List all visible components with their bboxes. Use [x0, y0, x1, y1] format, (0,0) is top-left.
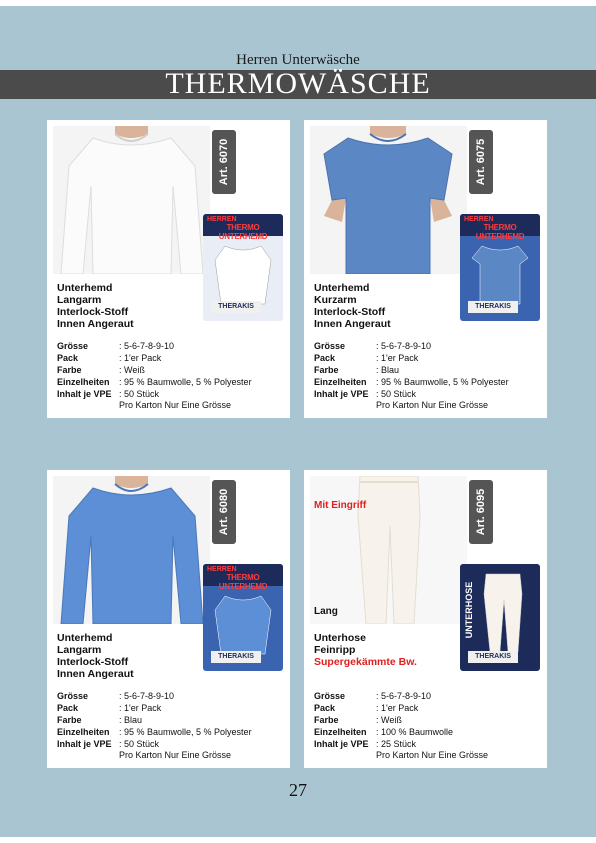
longjohns-icon [310, 476, 467, 624]
product-package: UNTERHOSE THERAKIS [460, 564, 540, 671]
article-tab: Art. 6075 [469, 130, 493, 194]
product-card-6070[interactable] [47, 120, 290, 418]
page-top-border [0, 0, 596, 6]
product-package: HERREN THERMO UNTERHEMD THERAKIS [460, 214, 540, 321]
product-package: HERREN THERMO UNTERHEMD THERAKIS [203, 214, 283, 321]
product-photo [53, 476, 210, 624]
package-name: UNTERHOSE [464, 581, 474, 639]
shirt-longsleeve-icon [53, 476, 210, 624]
product-names: Unterhemd Langarm Interlock-Stoff Innen Angeraut [57, 632, 134, 680]
product-specs: Grösse : 5-6-7-8-9-10 Pack : 1'er Pack Farbe : Blau Einzelheiten : 95 % Baumwolle, 5 % Polyester Inhalt je VPE : 50 Stück [57, 691, 252, 749]
product-names: Unterhemd Kurzarm Interlock-Stoff Innen Angeraut [314, 282, 391, 330]
product-photo [310, 126, 467, 274]
product-note: Pro Karton Nur Eine Grösse [376, 400, 489, 410]
product-names: Unterhemd Langarm Interlock-Stoff Innen Angeraut [57, 282, 134, 330]
product-note: Pro Karton Nur Eine Grösse [376, 750, 489, 760]
overlay-label-bottom: Lang [314, 606, 338, 617]
product-specs: Grösse : 5-6-7-8-9-10 Pack : 1'er Pack Farbe : Blau Einzelheiten : 95 % Baumwolle, 5 % Polyester Inhalt je VPE : 50 Stück [314, 341, 509, 399]
product-package: HERREN THERMO UNTERHEMD THERAKIS [203, 564, 283, 671]
shirt-longsleeve-icon [53, 126, 210, 274]
shirt-shortsleeve-icon [310, 126, 467, 274]
product-specs: Grösse : 5-6-7-8-9-10 Pack : 1'er Pack Farbe : Weiß Einzelheiten : 100 % Baumwolle Inhalt je VPE : 25 Stück [314, 691, 454, 749]
product-note: Pro Karton Nur Eine Grösse [119, 400, 232, 410]
page-title: THERMOWÄSCHE [165, 67, 431, 100]
page-bottom-border [0, 837, 596, 843]
page-number: 27 [289, 780, 307, 800]
article-tab: Art. 6095 [469, 480, 493, 544]
product-card-6075[interactable] [304, 120, 547, 418]
product-card-6095[interactable] [304, 470, 547, 768]
product-photo [53, 126, 210, 274]
page-subtitle: Herren Unterwäsche [236, 52, 360, 68]
article-tab: Art. 6070 [212, 130, 236, 194]
product-names: Unterhose Feinripp Supergekämmte Bw. [314, 632, 417, 668]
product-note: Pro Karton Nur Eine Grösse [119, 750, 232, 760]
product-card-6080[interactable] [47, 470, 290, 768]
product-specs: Grösse : 5-6-7-8-9-10 Pack : 1'er Pack Farbe : Weiß Einzelheiten : 95 % Baumwolle, 5 % Polyester Inhalt je VPE : 50 Stück [57, 341, 252, 399]
article-tab: Art. 6080 [212, 480, 236, 544]
product-photo [310, 476, 467, 624]
overlay-label-top: Mit Eingriff [314, 500, 367, 511]
